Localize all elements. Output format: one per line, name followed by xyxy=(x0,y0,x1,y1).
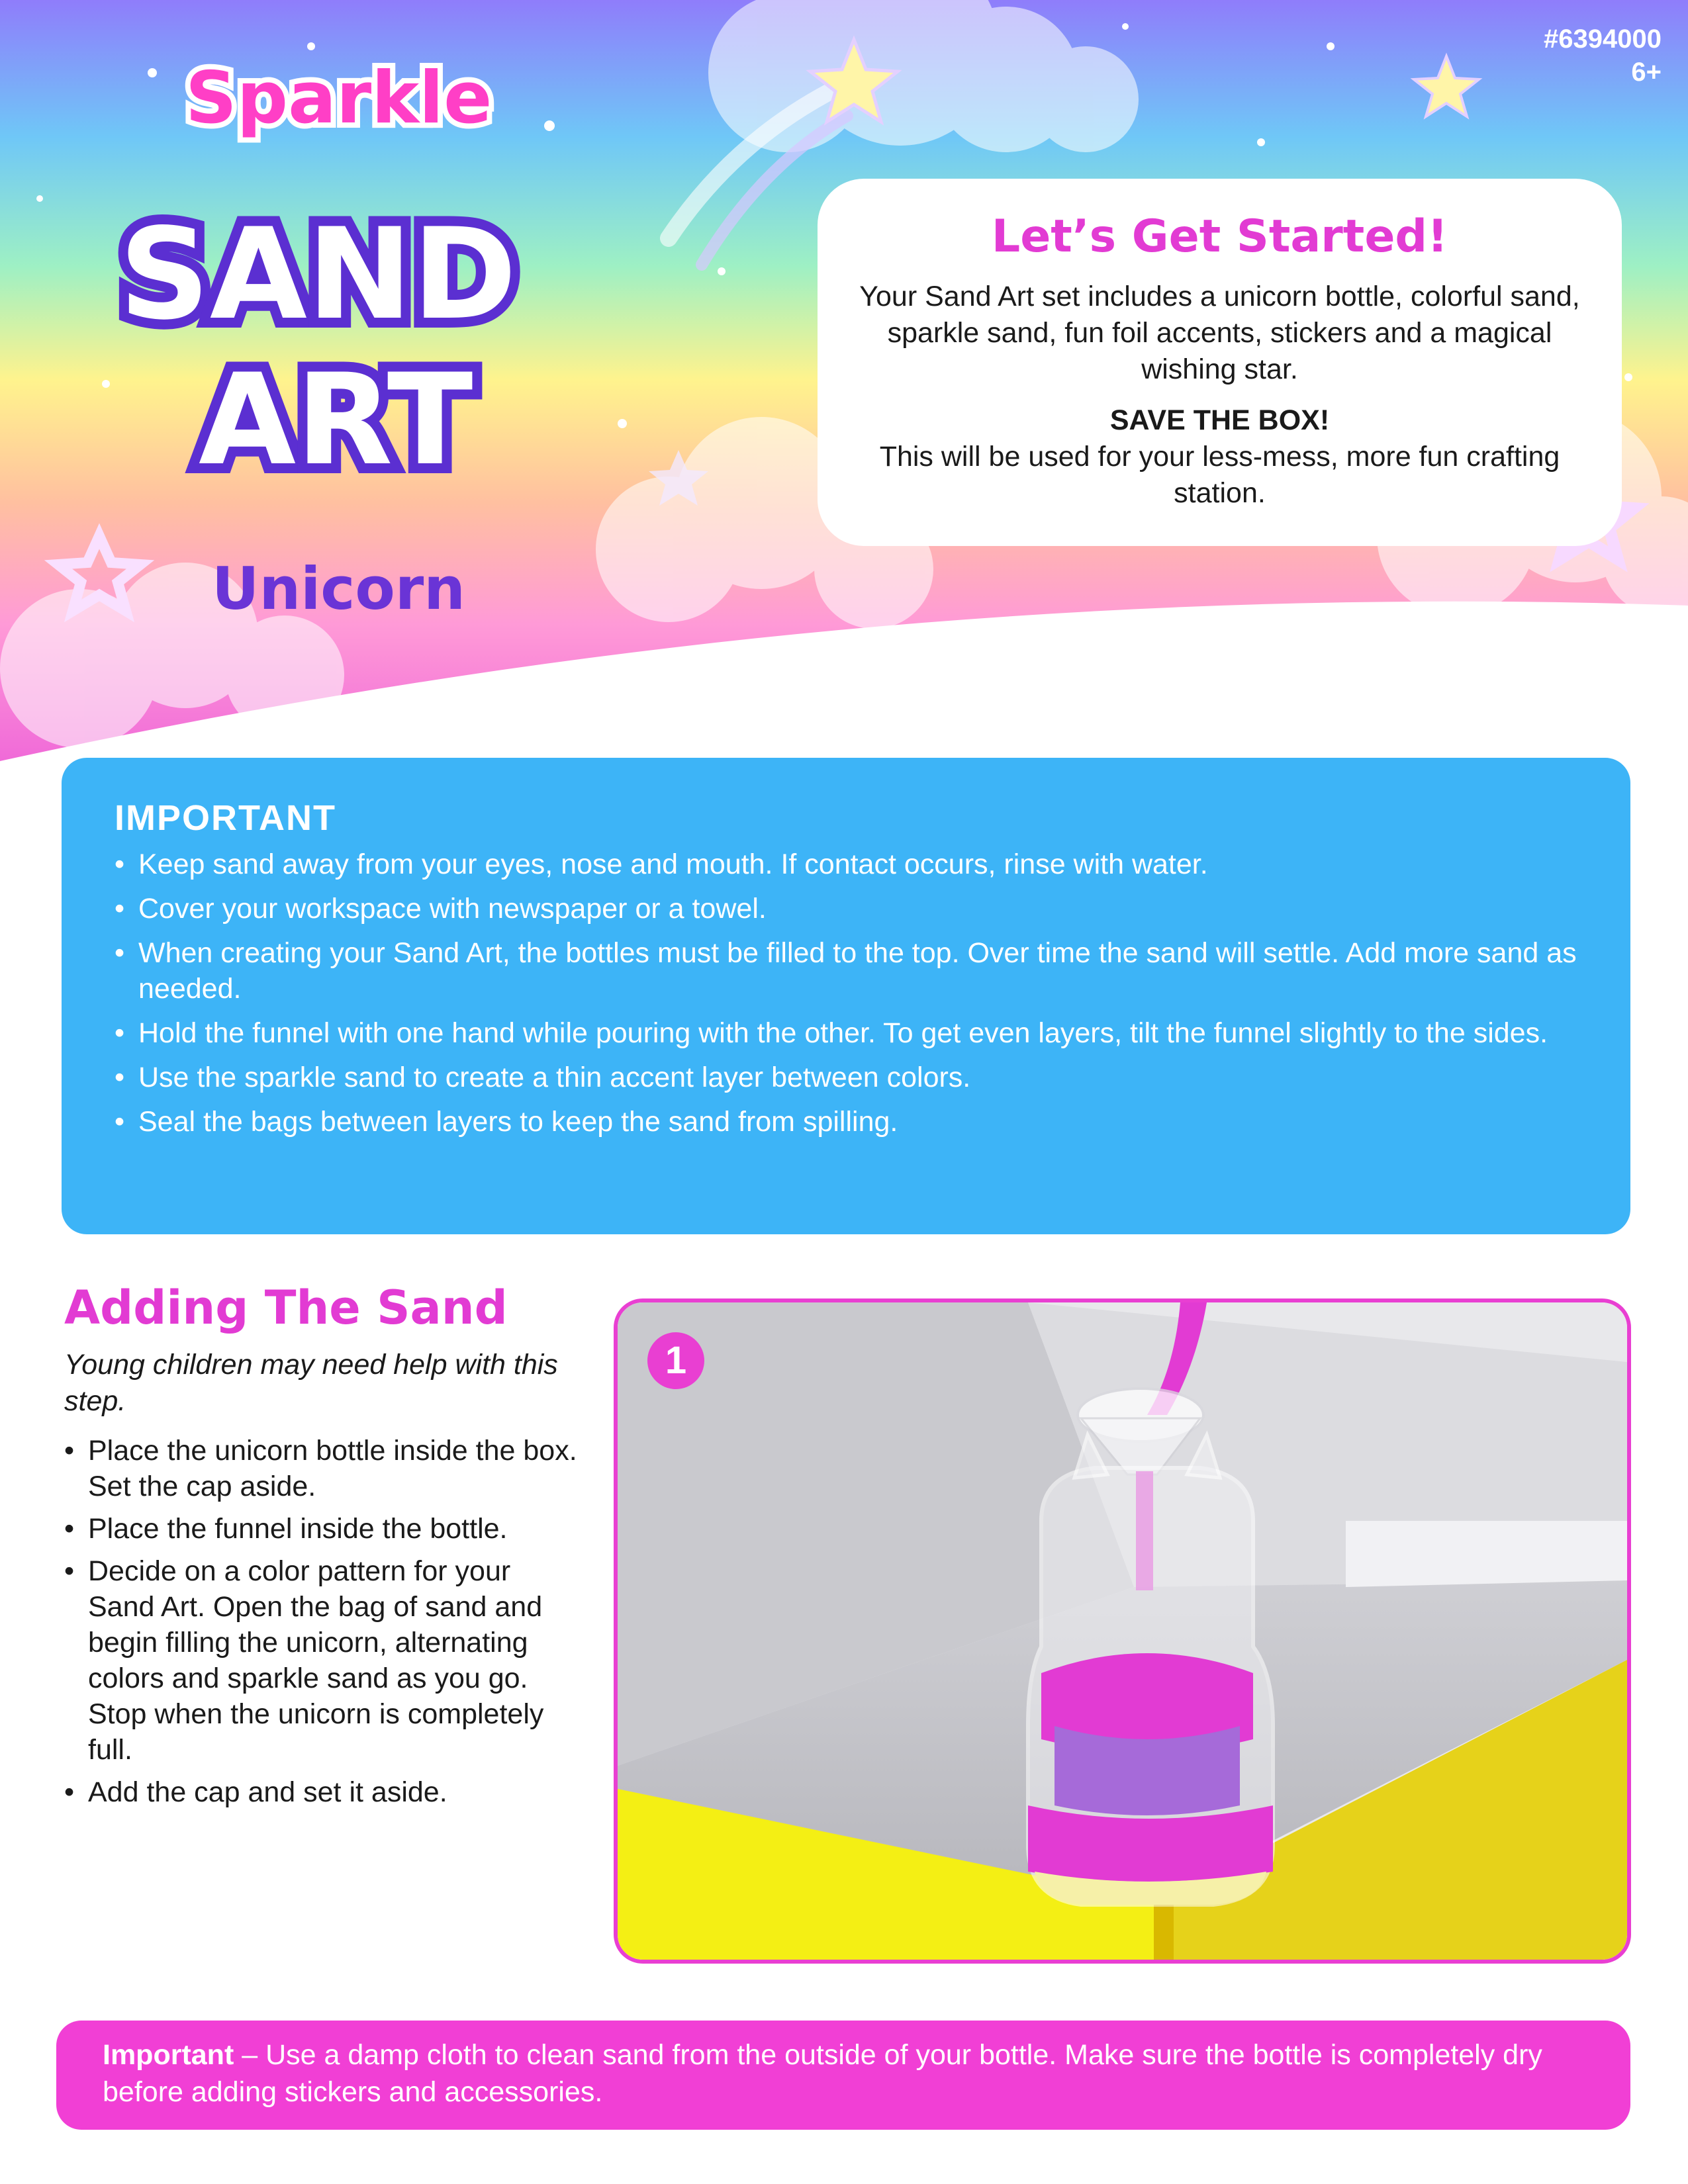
unicorn-bottle-in-box-photo xyxy=(618,1302,1627,1960)
list-item: • Place the unicorn bottle inside the box. Set the cap aside. xyxy=(64,1433,581,1504)
important-panel xyxy=(62,758,1630,1234)
save-box-heading: SAVE THE BOX! xyxy=(1109,404,1330,436)
logo-unicorn-text: Unicorn xyxy=(212,555,465,623)
bottom-note-label: Important xyxy=(103,2039,234,2071)
product-code xyxy=(1544,23,1662,89)
important-title: IMPORTANT xyxy=(115,798,336,838)
list-item: • Hold the funnel with one hand while pouring with the other. To get even layers, tilt the funnel slightly to the sides. xyxy=(115,1015,1577,1051)
important-list xyxy=(115,846,1577,1140)
bottom-important-note xyxy=(56,2021,1630,2130)
list-item: • When creating your Sand Art, the bottles must be filled to the top. Over time the sand will settle. Add more sand as needed. xyxy=(115,935,1577,1007)
start-title: Let’s Get Started! xyxy=(991,210,1448,263)
start-body: Your Sand Art set includes a unicorn bottle, colorful sand, sparkle sand, fun foil accents, stickers and a magical wishing star. xyxy=(859,281,1580,385)
list-item: • Use the sparkle sand to create a thin accent layer between colors. xyxy=(115,1060,1577,1095)
adding-sand-title: Adding The Sand xyxy=(64,1281,508,1335)
list-item: • Seal the bags between layers to keep the sand from spilling. xyxy=(115,1104,1577,1140)
step-1-photo-frame xyxy=(614,1298,1631,1964)
list-item: • Cover your workspace with newspaper or a towel. xyxy=(115,891,1577,927)
logo-sand-text: SAND xyxy=(119,201,517,347)
list-item: • Add the cap and set it aside. xyxy=(64,1774,581,1810)
list-item: • Place the funnel inside the bottle. xyxy=(64,1511,581,1547)
adding-sand-note: Young children may need help with this step. xyxy=(64,1349,558,1417)
bottom-note-text: – Use a damp cloth to clean sand from the outside of your bottle. Make sure the bottle is completely dry before adding stickers and accessories. xyxy=(103,2039,1542,2108)
age-rating: 6+ xyxy=(1631,58,1662,87)
save-box-body: This will be used for your less-mess, more fun crafting station. xyxy=(879,441,1560,509)
list-item: • Decide on a color pattern for your Sand Art. Open the bag of sand and begin filling the unicorn, alternating colors and sparkle sand as you go. Stop when the unicorn is completely full. xyxy=(64,1553,581,1768)
adding-sand-list xyxy=(64,1433,581,1817)
lets-get-started-card xyxy=(818,179,1622,546)
sparkle-sand-art-logo xyxy=(93,40,609,635)
product-number: #6394000 xyxy=(1544,24,1662,54)
logo-sparkle-text: Sparkle xyxy=(185,57,492,140)
logo-art-text: ART xyxy=(199,347,473,493)
list-item: • Keep sand away from your eyes, nose and mouth. If contact occurs, rinse with water. xyxy=(115,846,1577,882)
step-number-badge: 1 xyxy=(647,1332,704,1389)
